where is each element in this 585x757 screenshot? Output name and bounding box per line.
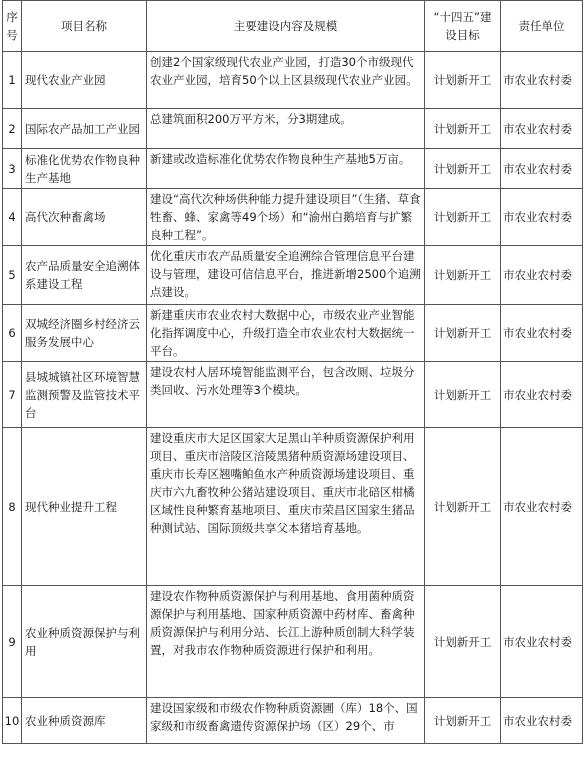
row-index: 1: [3, 52, 22, 109]
responsible-unit: 市农业农村委: [501, 586, 583, 698]
project-goal: 计划新开工: [425, 246, 501, 305]
project-table: [2, 0, 583, 744]
responsible-unit: 市农业农村委: [501, 698, 583, 744]
project-goal: 计划新开工: [425, 305, 501, 362]
table-row: [3, 246, 583, 305]
project-name: 农业种质资源库: [22, 698, 147, 744]
table-row: [3, 362, 583, 428]
responsible-unit: 市农业农村委: [501, 189, 583, 246]
row-index: 6: [3, 305, 22, 362]
project-content: 创建2个国家级现代农业产业园，打造30个市级现代农业产业园，培育50个以上区县级现代农业产业园。: [147, 52, 425, 109]
responsible-unit: 市农业农村委: [501, 428, 583, 586]
row-index: 9: [3, 586, 22, 698]
table-row: [3, 428, 583, 586]
project-name: 现代农业产业园: [22, 52, 147, 109]
project-goal: 计划新开工: [425, 362, 501, 428]
header-name: 项目名称: [22, 1, 147, 52]
header-index: 序号: [3, 1, 22, 52]
project-goal: 计划新开工: [425, 189, 501, 246]
project-goal: 计划新开工: [425, 698, 501, 744]
header-goal: “十四五”建设目标: [425, 1, 501, 52]
project-goal: 计划新开工: [425, 149, 501, 189]
responsible-unit: 市农业农村委: [501, 362, 583, 428]
header-row: [3, 1, 583, 52]
header-content: 主要建设内容及规模: [147, 1, 425, 52]
project-name: 国际农产品加工产业园: [22, 109, 147, 149]
table-row: [3, 52, 583, 109]
row-index: 4: [3, 189, 22, 246]
responsible-unit: 市农业农村委: [501, 52, 583, 109]
table-row: [3, 698, 583, 744]
project-content: 建设农作物种质资源保护与利用基地、食用菌种质资源保护与利用基地、国家种质资源中药材库、畜禽种质资源保护与利用分站、长江上游种质创制大科学装置，对我市农作物种质资源进行保护和利用。: [147, 586, 425, 698]
responsible-unit: 市农业农村委: [501, 109, 583, 149]
table-row: [3, 586, 583, 698]
row-index: 3: [3, 149, 22, 189]
responsible-unit: 市农业农村委: [501, 246, 583, 305]
project-content: 建设重庆市大足区国家大足黑山羊种质资源保护利用项目、重庆市涪陵区涪陵黑猪种质资源场建设项目、重庆市长寿区翘嘴鲌鱼水产种质资源场建设项目、重庆市六九畜牧种公猪站建设项目、重庆市北碚区柑橘区域性良种繁育基地项目、重庆市荣昌区国家生猪品种测试站、国际顶级共享父本猪培育基地。: [147, 428, 425, 586]
row-index: 2: [3, 109, 22, 149]
project-name: 高代次种畜禽场: [22, 189, 147, 246]
project-content: 新建或改造标准化优势农作物良种生产基地5万亩。: [147, 149, 425, 189]
table-row: [3, 305, 583, 362]
row-index: 10: [3, 698, 22, 744]
project-name: 农业种质资源保护与利用: [22, 586, 147, 698]
row-index: 5: [3, 246, 22, 305]
project-name: 现代种业提升工程: [22, 428, 147, 586]
header-unit: 责任单位: [501, 1, 583, 52]
table-row: [3, 149, 583, 189]
row-index: 7: [3, 362, 22, 428]
project-content: 总建筑面积200万平方米，分3期建成。: [147, 109, 425, 149]
project-goal: 计划新开工: [425, 52, 501, 109]
project-content: 优化重庆市农产品质量安全追溯综合管理信息平台建设与管理，建设可信信息平台，推进新增2500个追溯点建设。: [147, 246, 425, 305]
project-goal: 计划新开工: [425, 109, 501, 149]
project-content: 建设国家级和市级农作物种质资源圃（库）18个、国家级和市级畜禽遗传资源保护场（区）29个、市: [147, 698, 425, 744]
project-name: 农产品质量安全追溯体系建设工程: [22, 246, 147, 305]
table-row: [3, 189, 583, 246]
project-goal: 计划新开工: [425, 428, 501, 586]
project-content: 建设“高代次种场供种能力提升建设项目”（生猪、草食牲畜、蜂、家禽等49个场）和“渝州白鹅培育与扩繁良种工程”。: [147, 189, 425, 246]
table-row: [3, 109, 583, 149]
row-index: 8: [3, 428, 22, 586]
responsible-unit: 市农业农村委: [501, 305, 583, 362]
project-content: 建设农村人居环境智能监测平台，包含改厕、垃圾分类回收、污水处理等3个模块。: [147, 362, 425, 428]
project-name: 标准化优势农作物良种生产基地: [22, 149, 147, 189]
project-name: 县城城镇社区环境智慧监测预警及监管技术平台: [22, 362, 147, 428]
project-name: 双城经济圈乡村经济云服务发展中心: [22, 305, 147, 362]
responsible-unit: 市农业农村委: [501, 149, 583, 189]
project-goal: 计划新开工: [425, 586, 501, 698]
project-content: 新建重庆市农业农村大数据中心，市级农业产业智能化指挥调度中心，升级打造全市农业农村大数据统一平台。: [147, 305, 425, 362]
